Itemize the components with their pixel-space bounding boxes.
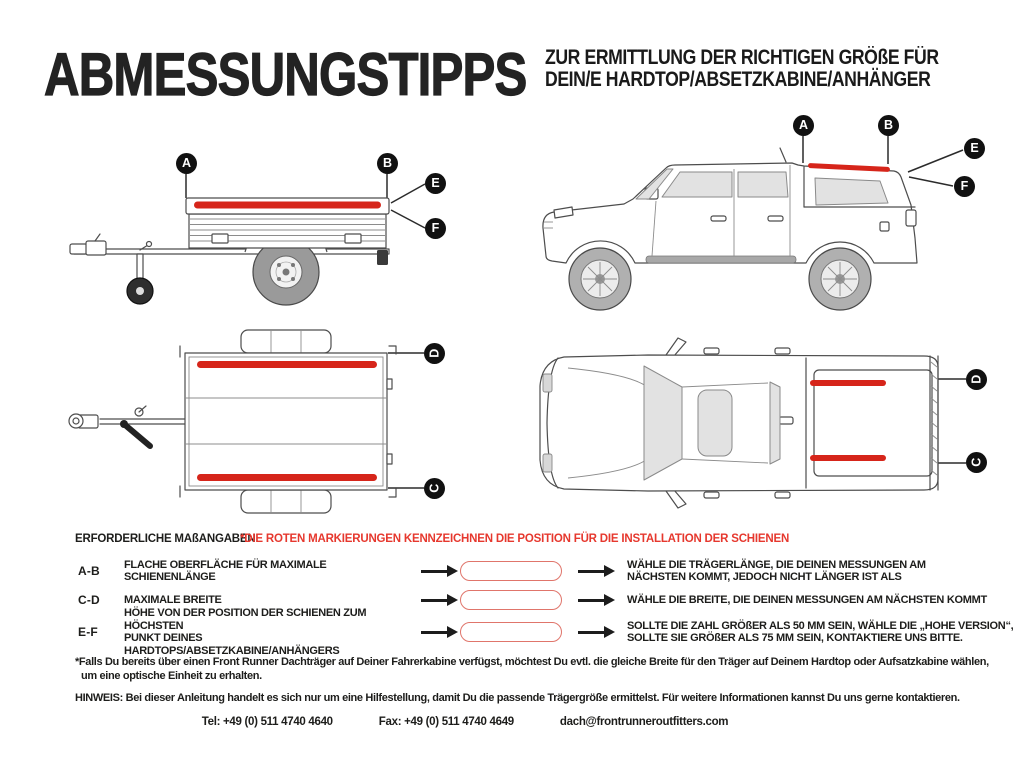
measurement-row-ef: [78, 607, 1014, 657]
marker-c: C: [424, 478, 445, 499]
rail-position-marker-red: [194, 202, 381, 209]
drawbar: [69, 406, 185, 446]
trailer-side-view: [40, 128, 460, 328]
headlight: [543, 454, 552, 472]
measurement-instruction: SOLLTE DIE ZAHL GRÖßER ALS 50 MM SEIN, WÄHLE DIE „HOHE VERSION“, SOLLTE SIE GRÖßER ALS 75 MM SEIN, KONTAKTIERE UNS BITTE.: [627, 619, 1014, 644]
marker-d: D: [424, 343, 445, 364]
rail-position-marker-red: [197, 474, 377, 481]
marker-c: C: [966, 452, 987, 473]
range-label: C-D: [78, 593, 100, 607]
marker-f: F: [425, 218, 446, 239]
callout-lines: [388, 353, 424, 488]
marker-d: D: [966, 369, 987, 390]
truck-body: [543, 148, 917, 263]
phone-number: Tel: +49 (0) 511 4740 4640: [201, 716, 333, 728]
measurement-entry-field: [460, 590, 562, 610]
right-mirror: [666, 490, 686, 508]
rear-wheel: [809, 248, 871, 310]
trailer-top-view: [40, 322, 460, 527]
truck-side-view: [528, 106, 1008, 316]
marker-a: A: [793, 115, 814, 136]
marker-a: A: [176, 153, 197, 174]
marker-e: E: [964, 138, 985, 159]
trailer-top-illustration: [40, 322, 460, 527]
fuel-door: [880, 222, 889, 231]
page-title: ABMESSUNGSTIPPS: [44, 41, 527, 108]
arrow-right-icon: [578, 599, 604, 602]
running-board: [646, 256, 796, 263]
marker-b: B: [377, 153, 398, 174]
page-subtitle: [545, 47, 939, 91]
left-mirror: [666, 338, 686, 356]
measurement-instruction: WÄHLE DIE TRÄGERLÄNGE, DIE DEINEN MESSUNGEN AM NÄCHSTEN KOMMT, JEDOCH NICHT LÄNGER IST ALS: [627, 558, 926, 583]
truck-side-illustration: [528, 106, 1008, 316]
rail-position-marker-red: [810, 380, 886, 386]
measurement-description: MAXIMALE BREITE: [124, 593, 222, 606]
measurement-entry-field: [460, 561, 562, 581]
measurement-description: FLACHE OBERFLÄCHE FÜR MAXIMALE SCHIENENLÄNGE: [124, 558, 327, 583]
email-address: dach@frontrunneroutfitters.com: [559, 716, 729, 728]
tail-light: [377, 250, 388, 265]
trailer-side-illustration: [40, 128, 460, 328]
marker-b: B: [878, 115, 899, 136]
measurement-row-ab: [78, 556, 1014, 586]
measurements-heading: ERFORDERLICHE MAßANGABEN: [75, 533, 256, 545]
measurement-entry-field: [460, 622, 562, 642]
arrow-right-icon: [421, 631, 447, 634]
measurement-description: HÖHE VON DER POSITION DER SCHIENEN ZUM HÖCHSTEN PUNKT DEINES HARDTOPS/ABSETZKABINE/ANHÄNGERS: [124, 607, 367, 657]
truck-top-view: [528, 330, 1008, 520]
arrow-right-icon: [421, 570, 447, 573]
red-markings-note: *DIE ROTEN MARKIERUNGEN KENNZEICHNEN DIE POSITION FÜR DIE INSTALLATION DER SCHIENEN: [240, 533, 790, 545]
trailer-box: [180, 346, 396, 497]
handbrake-lever: [124, 424, 150, 446]
fax-number: Fax: +49 (0) 511 4740 4649: [378, 716, 514, 728]
truck-top-illustration: [528, 330, 1008, 520]
subtitle-line-2: DEIN/E HARDTOP/ABSETZKABINE/ANHÄNGER: [545, 68, 931, 91]
arrow-right-icon: [578, 570, 604, 573]
tail-light: [906, 210, 916, 226]
marker-f: F: [954, 176, 975, 197]
marker-e: E: [425, 173, 446, 194]
subtitle-line-1: ZUR ERMITTLUNG DER RICHTIGEN GRÖßE FÜR: [545, 46, 939, 69]
asterisk-footnote: *Falls Du bereits über einen Front Runner Dachträger auf Deiner Fahrerkabine verfügst, möchtest Du evtl. die gleiche Breite für den Träger auf Deinem Hardtop oder Aufsatzkabine wählen, um eine optische Einheit zu erhalten.: [75, 656, 989, 682]
range-label: A-B: [78, 564, 100, 578]
trailer-bed: [186, 198, 389, 248]
headlight: [543, 374, 552, 392]
truck-bed: [810, 356, 938, 490]
hinweis-footnote: HINWEIS: Bei dieser Anleitung handelt es sich nur um eine Hilfestellung, damit Du die passende Trägergröße ermittelst. Für weitere Informationen kannst Du uns gerne kontaktieren.: [75, 692, 960, 704]
range-label: E-F: [78, 625, 98, 639]
measurement-instruction: WÄHLE DIE BREITE, DIE DEINEN MESSUNGEN AM NÄCHSTEN KOMMT: [627, 593, 987, 606]
contact-footer: [0, 716, 977, 728]
front-wheel: [569, 248, 631, 310]
rail-position-marker-red: [810, 455, 886, 461]
arrow-right-icon: [578, 631, 604, 634]
arrow-right-icon: [421, 599, 447, 602]
antenna: [780, 148, 786, 162]
rail-position-marker-red: [197, 361, 377, 368]
